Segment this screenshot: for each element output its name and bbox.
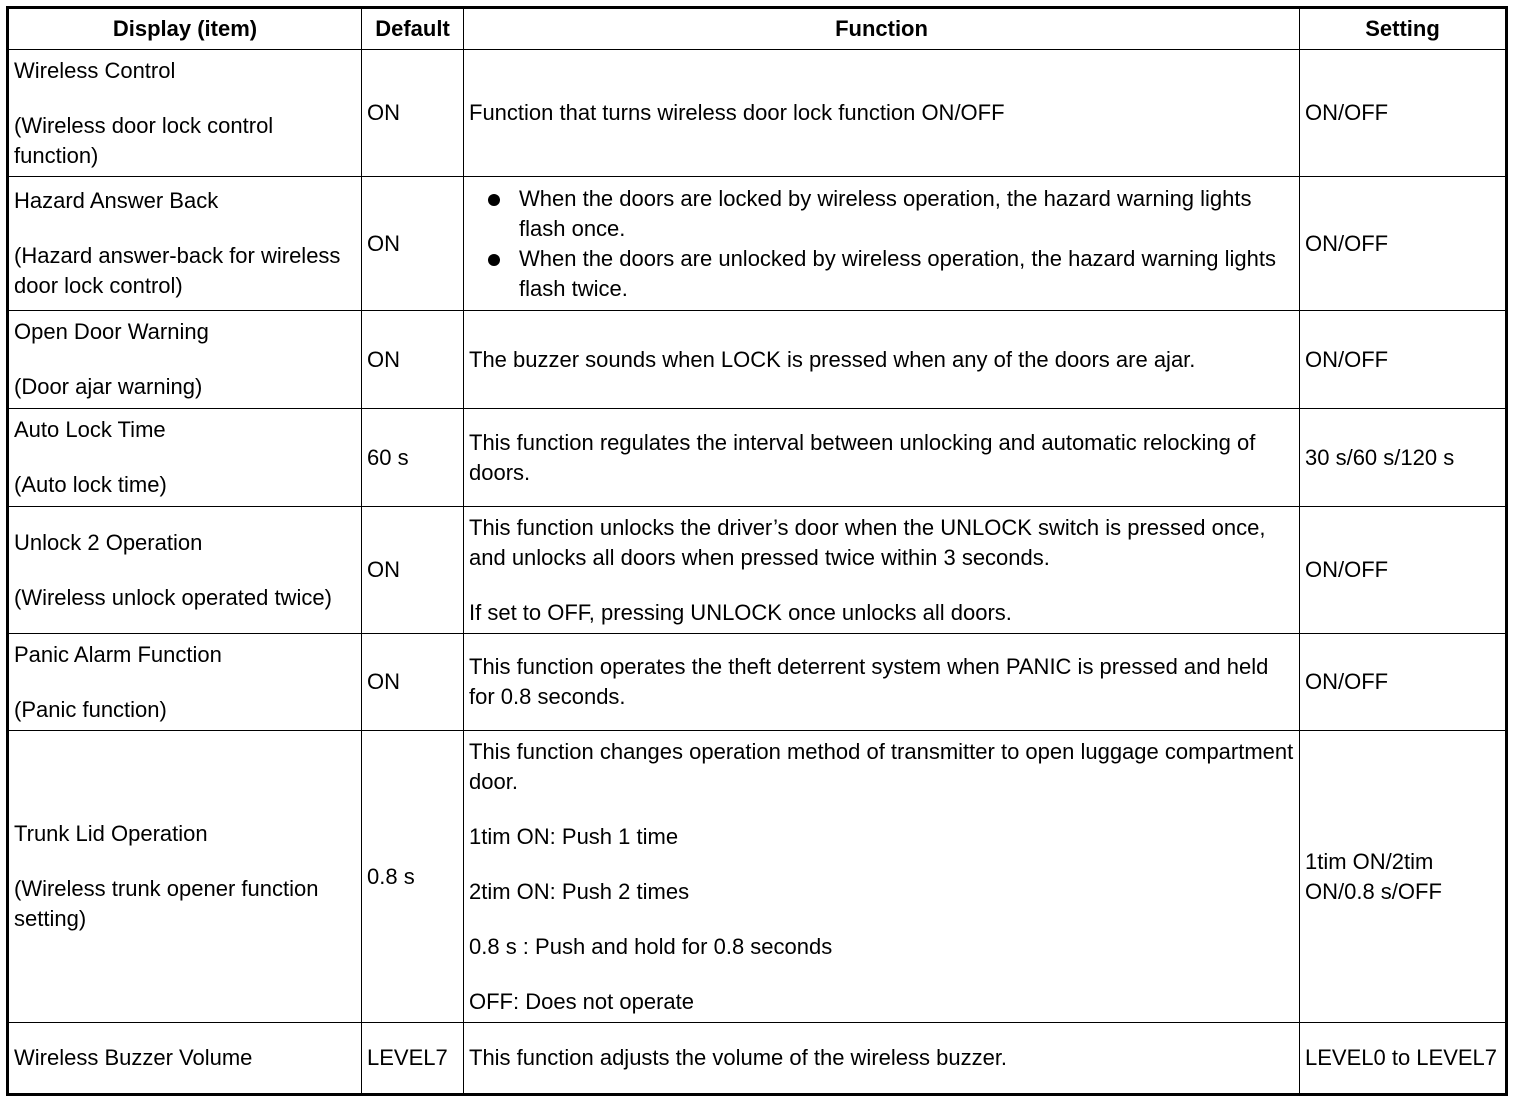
default-cell: ON <box>362 177 464 311</box>
header-row <box>8 8 1507 50</box>
function-cell <box>464 177 1300 311</box>
function-cell <box>464 50 1300 177</box>
function-text: This function changes operation method of transmitter to open luggage compartment door. <box>469 738 1294 794</box>
bullet-list <box>469 184 1294 304</box>
display-text: (Wireless door lock control function) <box>14 112 274 168</box>
function-text: Function that turns wireless door lock function ON/OFF <box>469 100 1005 125</box>
display-cell <box>8 409 362 507</box>
function-text: This function unlocks the driver’s door when the UNLOCK switch is pressed once, and unlocks all doors when pressed twice within 3 seconds. <box>469 514 1266 570</box>
display-text: Unlock 2 Operation <box>14 529 203 555</box>
setting-cell: ON/OFF <box>1300 50 1507 177</box>
display-text: Panic Alarm Function <box>14 641 222 667</box>
default-cell: LEVEL7 <box>362 1023 464 1095</box>
header-display: Display (item) <box>8 8 362 50</box>
bullet-item: When the doors are unlocked by wireless operation, the hazard warning lights flash twice. <box>519 244 1294 304</box>
function-text: This function adjusts the volume of the wireless buzzer. <box>469 1045 1008 1070</box>
function-cell <box>464 634 1300 731</box>
settings-table <box>6 6 1508 1096</box>
table-row <box>8 1023 1507 1095</box>
function-text: 1tim ON: Push 1 time <box>469 823 679 849</box>
table-row <box>8 409 1507 507</box>
table-row <box>8 731 1507 1023</box>
setting-cell: LEVEL0 to LEVEL7 <box>1300 1023 1507 1095</box>
function-cell <box>464 507 1300 634</box>
setting-cell: ON/OFF <box>1300 507 1507 634</box>
setting-cell: ON/OFF <box>1300 177 1507 311</box>
default-cell: ON <box>362 311 464 409</box>
display-cell <box>8 177 362 311</box>
display-cell <box>8 731 362 1023</box>
display-text: (Door ajar warning) <box>14 374 203 399</box>
function-text: This function operates the theft deterrent system when PANIC is pressed and held for 0.8 seconds. <box>469 654 1269 709</box>
display-text: Open Door Warning <box>14 319 209 344</box>
display-text: Wireless Buzzer Volume <box>14 1045 253 1070</box>
setting-cell: ON/OFF <box>1300 311 1507 409</box>
setting-cell: ON/OFF <box>1300 634 1507 731</box>
table-row <box>8 507 1507 634</box>
display-cell <box>8 507 362 634</box>
header-default: Default <box>362 8 464 50</box>
function-text: If set to OFF, pressing UNLOCK once unlocks all doors. <box>469 599 1012 625</box>
bullet-item: When the doors are locked by wireless operation, the hazard warning lights flash once. <box>519 184 1294 244</box>
function-cell <box>464 1023 1300 1095</box>
function-cell <box>464 311 1300 409</box>
function-cell <box>464 409 1300 507</box>
function-text: 0.8 s : Push and hold for 0.8 seconds <box>469 933 833 959</box>
table-row <box>8 50 1507 177</box>
table-row <box>8 311 1507 409</box>
display-cell <box>8 50 362 177</box>
setting-cell: 1tim ON/2tim ON/0.8 s/OFF <box>1300 731 1507 1023</box>
display-text: (Wireless unlock operated twice) <box>14 584 332 610</box>
header-function: Function <box>464 8 1300 50</box>
header-setting: Setting <box>1300 8 1507 50</box>
display-text: (Auto lock time) <box>14 472 167 497</box>
display-cell <box>8 311 362 409</box>
display-cell <box>8 1023 362 1095</box>
display-text: Hazard Answer Back <box>14 188 219 213</box>
display-text: Auto Lock Time <box>14 417 166 442</box>
function-text: This function regulates the interval between unlocking and automatic relocking of doors. <box>469 429 1256 485</box>
setting-cell: 30 s/60 s/120 s <box>1300 409 1507 507</box>
default-cell: 60 s <box>362 409 464 507</box>
default-cell: ON <box>362 507 464 634</box>
table-row <box>8 177 1507 311</box>
display-text: (Wireless trunk opener function setting) <box>14 876 319 931</box>
table-row <box>8 634 1507 731</box>
display-cell <box>8 634 362 731</box>
function-cell <box>464 731 1300 1023</box>
function-text: OFF: Does not operate <box>469 988 694 1014</box>
default-cell: ON <box>362 634 464 731</box>
display-text: (Hazard answer-back for wireless door lock control) <box>14 243 341 298</box>
function-text: The buzzer sounds when LOCK is pressed when any of the doors are ajar. <box>469 346 1196 372</box>
display-text: (Panic function) <box>14 696 167 722</box>
display-text: Trunk Lid Operation <box>14 821 208 846</box>
default-cell: ON <box>362 50 464 177</box>
function-text: 2tim ON: Push 2 times <box>469 878 690 904</box>
display-text: Wireless Control <box>14 57 176 83</box>
default-cell: 0.8 s <box>362 731 464 1023</box>
